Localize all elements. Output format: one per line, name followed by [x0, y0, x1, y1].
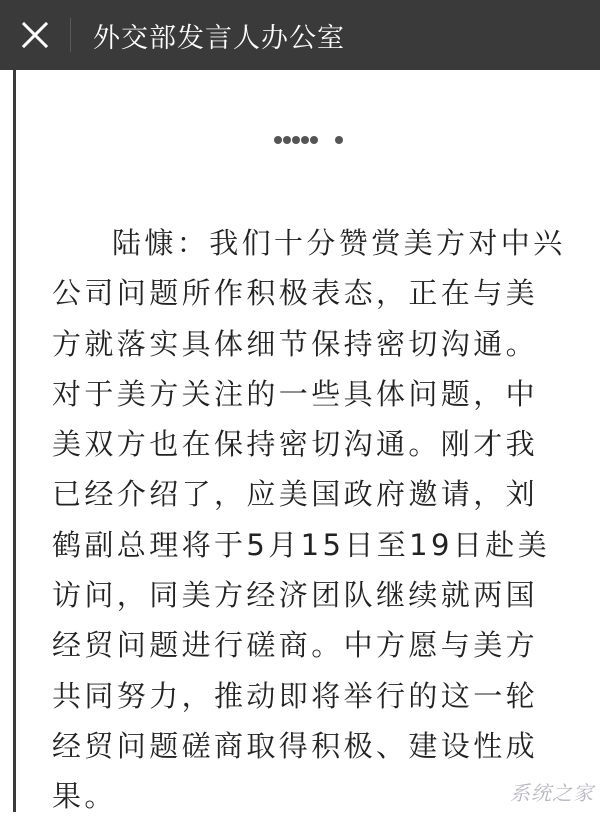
divider-dot [335, 136, 343, 144]
site-watermark: 系统之家 [510, 781, 594, 805]
page-title: 外交部发言人办公室 [93, 22, 345, 54]
top-bar [0, 0, 600, 70]
divider-dot [301, 136, 309, 144]
close-icon[interactable] [21, 21, 49, 49]
article-content [16, 70, 589, 812]
dots-divider-icon [274, 136, 344, 144]
divider-dot [310, 136, 318, 144]
divider-dot [292, 136, 300, 144]
divider-dot [283, 136, 291, 144]
article-paragraph: 陆慷：我们十分赞赏美方对中兴公司问题所作积极表态，正在与美方就落实具体细节保持密切沟通。对于美方关注的一些具体问题，中美双方也在保持密切沟通。刚才我已经介绍了，应美国政府邀请，刘鹤副总理将于5月15日至19日赴美访问，同美方经济团队继续就两国经贸问题进行磋商。中方愿与美方共同努力，推动即将举行的这一轮经贸问题磋商取得积极、建设性成果。 [52, 226, 566, 814]
title-separator [70, 18, 71, 52]
divider-dot [274, 136, 282, 144]
close-button[interactable] [0, 0, 70, 70]
